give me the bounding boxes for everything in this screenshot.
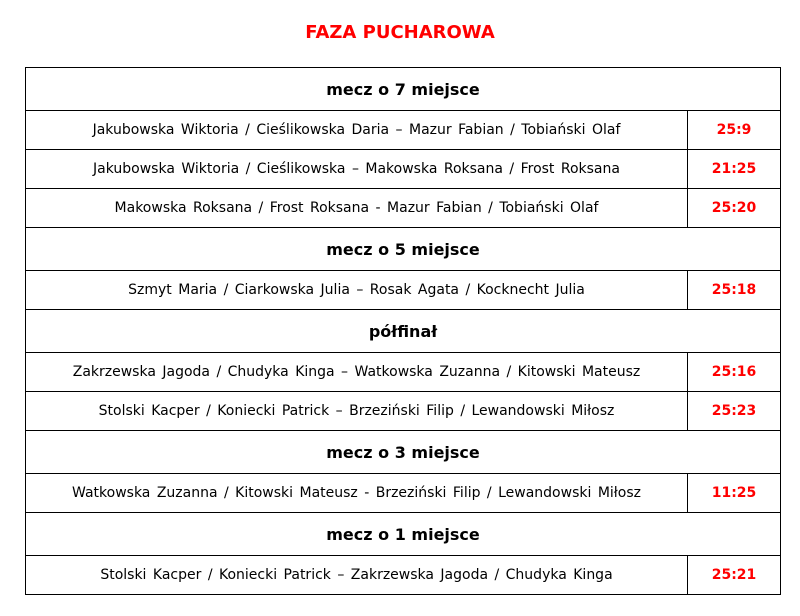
table-row (26, 271, 781, 310)
match-teams: Stolski Kacper / Koniecki Patrick – Zakrzewska Jagoda / Chudyka Kinga (26, 556, 688, 595)
match-score: 25:20 (688, 189, 781, 228)
results-table (25, 67, 781, 595)
table-row (26, 556, 781, 595)
match-score: 25:9 (688, 111, 781, 150)
match-teams: Szmyt Maria / Ciarkowska Julia – Rosak Agata / Kocknecht Julia (26, 271, 688, 310)
results-table-body (26, 68, 781, 595)
section-heading: mecz o 1 miejsce (26, 513, 781, 556)
section-header-row (26, 310, 781, 353)
table-row (26, 111, 781, 150)
table-row (26, 189, 781, 228)
table-row (26, 392, 781, 431)
match-teams: Makowska Roksana / Frost Roksana - Mazur Fabian / Tobiański Olaf (26, 189, 688, 228)
match-teams: Watkowska Zuzanna / Kitowski Mateusz - Brzeziński Filip / Lewandowski Miłosz (26, 474, 688, 513)
section-header-row (26, 513, 781, 556)
match-teams: Jakubowska Wiktoria / Cieślikowska – Makowska Roksana / Frost Roksana (26, 150, 688, 189)
match-teams: Stolski Kacper / Koniecki Patrick – Brzeziński Filip / Lewandowski Miłosz (26, 392, 688, 431)
match-score: 21:25 (688, 150, 781, 189)
match-score: 25:21 (688, 556, 781, 595)
match-teams: Zakrzewska Jagoda / Chudyka Kinga – Watkowska Zuzanna / Kitowski Mateusz (26, 353, 688, 392)
match-score: 25:23 (688, 392, 781, 431)
table-row (26, 474, 781, 513)
match-teams: Jakubowska Wiktoria / Cieślikowska Daria – Mazur Fabian / Tobiański Olaf (26, 111, 688, 150)
match-score: 25:18 (688, 271, 781, 310)
section-heading: półfinał (26, 310, 781, 353)
section-heading: mecz o 7 miejsce (26, 68, 781, 111)
table-row (26, 353, 781, 392)
match-score: 11:25 (688, 474, 781, 513)
section-heading: mecz o 3 miejsce (26, 431, 781, 474)
table-row (26, 150, 781, 189)
section-header-row (26, 431, 781, 474)
section-heading: mecz o 5 miejsce (26, 228, 781, 271)
page-title: FAZA PUCHAROWA (305, 22, 495, 43)
section-header-row (26, 228, 781, 271)
section-header-row (26, 68, 781, 111)
match-score: 25:16 (688, 353, 781, 392)
